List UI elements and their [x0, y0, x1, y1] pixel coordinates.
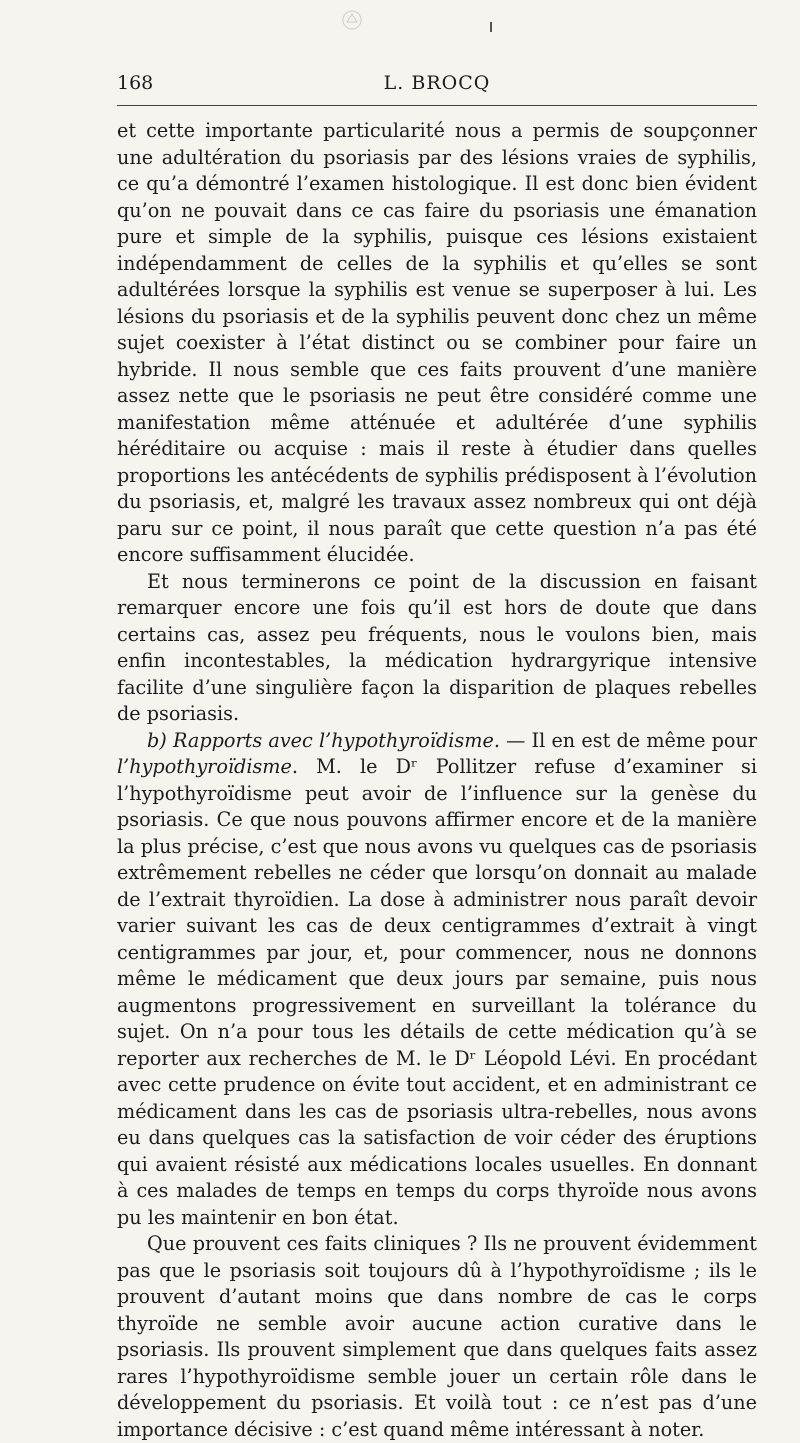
page-header: [117, 72, 757, 102]
section-dash: —: [499, 728, 532, 752]
header-rule: [117, 105, 757, 106]
scan-mark: [490, 22, 492, 32]
paragraph-3: [117, 728, 757, 1232]
paragraph-2: Et nous terminerons ce point de la discussion en faisant remarquer encore une fois qu’il est hors de doute que dans certains cas, assez peu fréquents, nous le voulons bien, mais enfin incontestables, la médication hydrargyrique intensive facilite d’une singulière façon la disparition de plaques rebelles de psoriasis.: [117, 569, 757, 725]
body-text: [117, 118, 757, 1443]
section-title: Rapports avec l’hypothyroïdisme.: [173, 728, 500, 752]
section-body: . M. le Dʳ Pollitzer refuse d’examiner si l’hypothyroïdisme peut avoir de l’influence sur la genèse du psoriasis. Ce que nous pouvons affirmer encore et de la manière la plus précise, c’est que nous avons vu quelques cas de psoriasis extrêmement rebelles ne céder que lorsqu’on donnait au malade de l’extrait thyroïdien. La dose à administrer nous paraît devoir varier suivant les cas de deux centigrammes d’extrait à vingt centigrammes par jour, et, pour commencer, nous ne donnons même le médicament que deux jours par semaine, puis nous augmentons progressivement en surveillant la tolérance du sujet. On n’a pour tous les détails de cette médication qu’à se reporter aux recherches de M. le Dʳ Léopold Lévi. En procédant avec cette prudence on évite tout accident, et en administrant ce médicament dans les cas de psoriasis ultra-rebelles, nous avons eu dans quelques cas la satisfaction de voir céder des éruptions qui avaient résisté aux médications locales usuelles. En donnant à ces malades de temps en temps du corps thyroïde nous avons pu les maintenir en bon état.: [117, 755, 757, 1229]
section-label: b): [147, 728, 167, 752]
stamp-mark-icon: [340, 8, 364, 32]
page-number: 168: [117, 72, 154, 94]
paragraph-4: Que prouvent ces faits cliniques ? Ils ne prouvent évidemment pas que le psoriasis soit toujours dû à l’hypothyroïdisme ; ils le prouvent d’autant moins que dans nombre de cas le corps thyroïde ne semble avoir aucune action curative dans le psoriasis. Ils prouvent simplement que dans quelques faits assez rares l’hypothyroïdisme semble jouer un certain rôle dans le développement du psoriasis. Et voilà tout : ce n’est pas d’une importance décisive : c’est quand même intéressant à noter.: [117, 1232, 757, 1441]
section-intro: Il en est de même pour: [531, 728, 758, 752]
running-head: L. BROCQ: [383, 72, 491, 94]
paragraph-1: et cette importante particularité nous a permis de soupçonner une adultération du psoriasis par des lésions vraies de syphilis, ce qu’a démontré l’examen histologique. Il est donc bien évident qu’on ne pouvait dans ce cas faire du psoriasis une émanation pure et simple de la syphilis, puisque ces lésions existaient indépendamment de celles de la syphilis et qu’elles se sont adultérées lorsque la syphilis est venue se superposer à lui. Les lésions du psoriasis et de la syphilis peuvent donc chez un même sujet coexister à l’état distinct ou se combiner pour faire un hybride. Il nous semble que ces faits prouvent d’une manière assez nette que le psoriasis ne peut être considéré comme une manifestation même atténuée et adultérée d’une syphilis héréditaire ou acquise : mais il reste à étudier dans quelles proportions les antécédents de syphilis prédisposent à l’évolution du psoriasis, et, malgré les travaux assez nombreux qui ont déjà paru sur ce point, il nous paraît que cette question n’a pas été encore suffisamment élucidée.: [117, 119, 757, 566]
section-term: l’hypothyroïdisme: [117, 755, 292, 778]
